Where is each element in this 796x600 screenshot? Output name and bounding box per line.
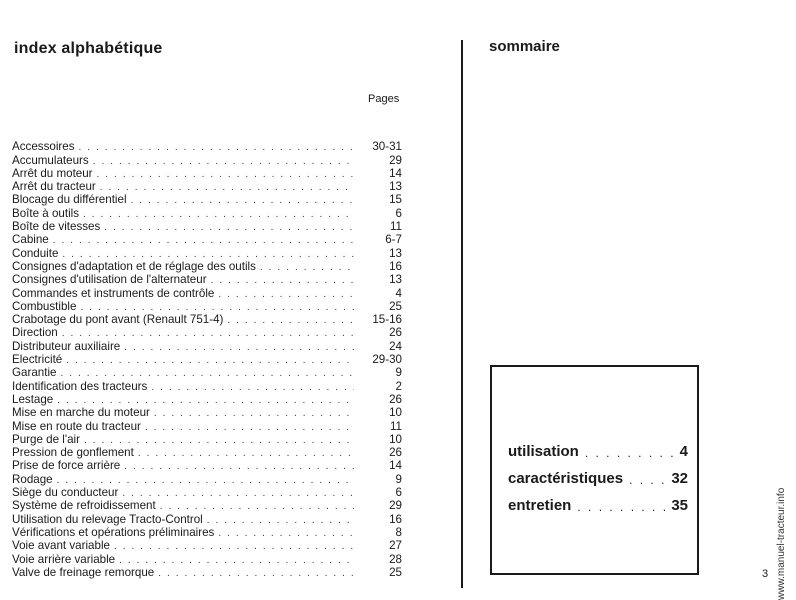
index-entry: [12, 539, 402, 552]
leader-dots: [227, 315, 354, 326]
summary-box: [490, 365, 699, 575]
index-entry: [12, 353, 402, 366]
index-entry-page: 24: [389, 339, 402, 353]
index-entry-label: Crabotage du pont avant (Renault 751-4): [12, 313, 224, 327]
summary-entry-label: utilisation: [508, 443, 579, 460]
index-entry-label: Rodage: [12, 472, 53, 486]
summary-entry: [508, 433, 688, 460]
index-entry: [12, 220, 402, 233]
leader-dots: [57, 475, 354, 486]
leader-dots: [84, 435, 354, 446]
summary-entry-label: entretien: [508, 497, 572, 514]
leader-dots: [145, 422, 354, 433]
index-entry-page: 2: [395, 379, 402, 393]
index-entry-label: Identification des tracteurs: [12, 379, 148, 393]
index-entry: [12, 472, 402, 485]
index-entry-label: Distributeur auxiliaire: [12, 339, 121, 353]
index-entry: [12, 339, 402, 352]
index-entry-label: Consignes d'adaptation et de réglage des outils: [12, 259, 256, 273]
index-entry-label: Accumulateurs: [12, 153, 89, 167]
summary-entry-page: 4: [679, 443, 688, 460]
index-entry-label: Commandes et instruments de contrôle: [12, 286, 215, 300]
index-entry-page: 4: [395, 286, 402, 300]
leader-dots: [585, 446, 674, 460]
index-entry-label: Electricité: [12, 353, 63, 367]
index-entry-page: 13: [389, 273, 402, 287]
leader-dots: [57, 395, 354, 406]
index-entry: [12, 313, 402, 326]
index-entry-label: Système de refroidissement: [12, 499, 156, 513]
summary-list: [508, 433, 688, 514]
leader-dots: [131, 195, 354, 206]
pages-column-header: Pages: [368, 93, 400, 105]
index-entry-label: Lestage: [12, 392, 54, 406]
index-entry-page: 29: [389, 153, 402, 167]
leader-dots: [60, 368, 354, 379]
leader-dots: [114, 541, 354, 552]
leader-dots: [577, 500, 665, 514]
index-entry-label: Garantie: [12, 366, 57, 380]
index-entry-page: 11: [389, 419, 402, 433]
index-entry-page: 29-30: [372, 353, 402, 367]
index-entry-page: 25: [389, 565, 402, 579]
leader-dots: [66, 355, 354, 366]
index-entry-page: 29: [389, 499, 402, 513]
index-entry: [12, 486, 402, 499]
index-entry-label: Siège du conducteur: [12, 486, 119, 500]
leader-dots: [138, 448, 354, 459]
index-entry-label: Direction: [12, 326, 58, 340]
index-entry-page: 25: [389, 299, 402, 313]
index-entry-page: 27: [389, 539, 402, 553]
summary-entry-label: caractéristiques: [508, 470, 624, 487]
index-entry-page: 14: [389, 166, 402, 180]
leader-dots: [211, 275, 354, 286]
index-entry: [12, 419, 402, 432]
index-entry-page: 9: [395, 366, 402, 380]
leader-dots: [62, 249, 354, 260]
index-entry-page: 26: [389, 392, 402, 406]
summary-title: sommaire: [489, 38, 560, 55]
index-entry-page: 30-31: [372, 140, 402, 154]
index-entry-page: 9: [395, 472, 402, 486]
index-entry-label: Cabine: [12, 233, 49, 247]
index-entry-label: Boîte à outils: [12, 206, 80, 220]
index-entry: [12, 153, 402, 166]
index-entry-label: Arrêt du moteur: [12, 166, 93, 180]
index-entry: [12, 140, 402, 153]
index-entry-page: 6: [395, 206, 402, 220]
leader-dots: [104, 222, 354, 233]
index-entry: [12, 512, 402, 525]
index-entry: [12, 167, 402, 180]
leader-dots: [218, 289, 354, 300]
index-entry: [12, 233, 402, 246]
leader-dots: [53, 235, 354, 246]
index-entry-page: 15-16: [372, 313, 402, 327]
index-entry-page: 13: [389, 246, 402, 260]
index-entry-label: Vérifications et opérations préliminaires: [12, 525, 215, 539]
leader-dots: [79, 142, 355, 153]
watermark: www.manuel-tracteur.info: [776, 487, 787, 600]
index-entry-label: Arrêt du tracteur: [12, 180, 96, 194]
index-entry: [12, 566, 402, 579]
index-list: [12, 140, 402, 579]
summary-entry: [508, 487, 688, 514]
index-entry-page: 26: [389, 326, 402, 340]
index-entry-page: 15: [389, 193, 402, 207]
index-entry-page: 8: [395, 525, 402, 539]
leader-dots: [122, 488, 354, 499]
index-entry: [12, 459, 402, 472]
index-entry-label: Boîte de vitesses: [12, 220, 101, 234]
leader-dots: [62, 328, 354, 339]
index-entry-label: Conduite: [12, 246, 59, 260]
summary-entry-page: 35: [671, 497, 688, 514]
index-entry-page: 11: [389, 220, 402, 234]
index-entry-page: 13: [389, 180, 402, 194]
index-entry: [12, 273, 402, 286]
index-entry-label: Combustible: [12, 299, 77, 313]
summary-entry-page: 32: [671, 470, 688, 487]
index-entry-label: Blocage du différentiel: [12, 193, 127, 207]
index-entry: [12, 406, 402, 419]
leader-dots: [93, 156, 354, 167]
index-entry: [12, 193, 402, 206]
index-entry: [12, 366, 402, 379]
leader-dots: [160, 501, 354, 512]
index-entry-label: Utilisation du relevage Tracto-Control: [12, 512, 203, 526]
page-number: 3: [762, 568, 769, 580]
index-entry-page: 28: [389, 552, 402, 566]
index-entry-label: Mise en marche du moteur: [12, 406, 150, 420]
leader-dots: [124, 342, 354, 353]
index-entry: [12, 300, 402, 313]
index-entry: [12, 246, 402, 259]
index-entry-label: Mise en route du tracteur: [12, 419, 141, 433]
index-entry-label: Valve de freinage remorque: [12, 565, 155, 579]
index-entry-label: Voie avant variable: [12, 539, 110, 553]
leader-dots: [260, 262, 354, 273]
index-entry: [12, 379, 402, 392]
index-entry-page: 6-7: [385, 233, 402, 247]
leader-dots: [218, 528, 354, 539]
index-entry: [12, 180, 402, 193]
leader-dots: [154, 408, 354, 419]
index-entry: [12, 526, 402, 539]
index-entry: [12, 206, 402, 219]
summary-entry: [508, 460, 688, 487]
index-entry-page: 6: [395, 486, 402, 500]
index-entry-page: 10: [389, 432, 402, 446]
leader-dots: [119, 555, 354, 566]
index-entry: [12, 286, 402, 299]
index-entry: [12, 446, 402, 459]
index-entry: [12, 393, 402, 406]
leader-dots: [83, 209, 354, 220]
column-divider: [461, 40, 463, 588]
index-title: index alphabétique: [14, 40, 163, 57]
index-entry-page: 14: [389, 459, 402, 473]
leader-dots: [151, 382, 354, 393]
index-entry-label: Prise de force arrière: [12, 459, 121, 473]
index-entry-label: Pression de gonflement: [12, 446, 134, 460]
index-entry-label: Consignes d'utilisation de l'alternateur: [12, 273, 207, 287]
leader-dots: [629, 473, 665, 487]
index-entry: [12, 552, 402, 565]
index-entry: [12, 433, 402, 446]
leader-dots: [158, 568, 354, 579]
index-entry-page: 16: [389, 512, 402, 526]
index-entry: [12, 260, 402, 273]
index-entry-page: 10: [389, 406, 402, 420]
index-entry-label: Voie arrière variable: [12, 552, 116, 566]
index-entry-label: Purge de l'air: [12, 432, 80, 446]
leader-dots: [97, 169, 354, 180]
index-entry-page: 26: [389, 446, 402, 460]
index-entry-label: Accessoires: [12, 140, 75, 154]
leader-dots: [100, 182, 354, 193]
leader-dots: [207, 515, 354, 526]
index-entry: [12, 499, 402, 512]
index-entry: [12, 326, 402, 339]
leader-dots: [124, 461, 354, 472]
index-entry-page: 16: [389, 259, 402, 273]
leader-dots: [80, 302, 354, 313]
